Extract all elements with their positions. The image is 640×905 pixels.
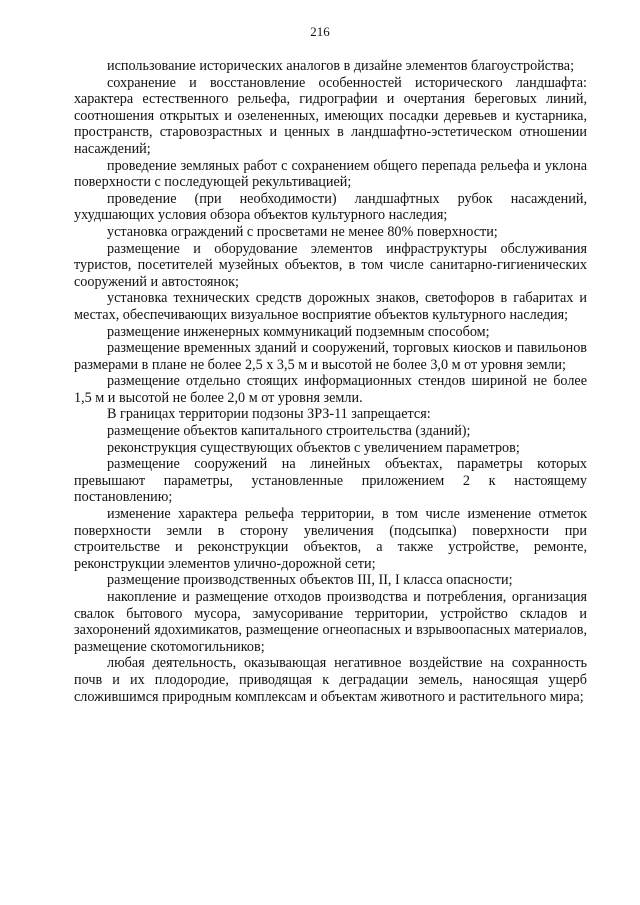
document-body bbox=[74, 58, 587, 705]
paragraph: размещение и оборудование элементов инфраструктуры обслуживания туристов, посетителей музейных объектов, в том числе санитарно-гигиенических сооружений и автостоянок; bbox=[74, 240, 587, 290]
paragraph: размещение объектов капитального строительства (зданий); bbox=[107, 423, 471, 440]
paragraph: установка ограждений с просветами не менее 80% поверхности; bbox=[107, 223, 498, 240]
paragraph: размещение временных зданий и сооружений, торговых киосков и павильонов размерами в плане не более 2,5 х 3,5 м и высотой не более 3,0 м от уровня земли; bbox=[74, 340, 587, 373]
paragraph: установка технических средств дорожных знаков, светофоров в габаритах и местах, обеспечивающих визуальное восприятие объектов культурного наследия; bbox=[74, 290, 587, 323]
section-heading-paragraph: В границах территории подзоны ЗРЗ-11 запрещается: bbox=[107, 406, 431, 423]
paragraph: использование исторических аналогов в дизайне элементов благоустройства; bbox=[107, 58, 575, 74]
paragraph: размещение сооружений на линейных объектах, параметры которых превышают параметры, установленные приложением 2 к настоящему постановлению; bbox=[74, 456, 587, 506]
paragraph: проведение (при необходимости) ландшафтных рубок насаждений, ухудшающих условия обзора объектов культурного наследия; bbox=[74, 190, 587, 224]
paragraph: размещение отдельно стоящих информационных стендов шириной не более 1,5 м и высотой не более 2,0 м от уровня земли. bbox=[74, 373, 587, 406]
paragraph: любая деятельность, оказывающая негативное воздействие на сохранность почв и их плодородие, приводящая к деградации земель, наносящая ущерб сложившимся природным комплексам и объектам животного и растительного мира; bbox=[74, 655, 587, 705]
paragraph: накопление и размещение отходов производства и потребления, организация свалок бытового мусора, замусоривание территории, устройство складов и захоронений ядохимикатов, размещение огнеопасных и взрывоопасных материалов, размещение скотомогильников; bbox=[74, 589, 587, 655]
page-number: 216 bbox=[310, 24, 330, 39]
paragraph: размещение производственных объектов III, II, I класса опасности; bbox=[107, 572, 513, 589]
paragraph: проведение земляных работ с сохранением общего перепада рельефа и уклона поверхности с последующей рекультивацией; bbox=[74, 157, 587, 191]
paragraph: реконструкция существующих объектов с увеличением параметров; bbox=[107, 439, 520, 456]
paragraph: сохранение и восстановление особенностей исторического ландшафта: характера естественного рельефа, гидрографии и очертания береговых линий, соотношения открытых и озелененных, имеющих посадки деревьев и кустарника, пространств, старовозрастных и ценных в ландшафтно-эстетическом отношении насаждений; bbox=[74, 74, 587, 157]
paragraph: размещение инженерных коммуникаций подземным способом; bbox=[107, 323, 490, 340]
paragraph: изменение характера рельефа территории, в том числе изменение отметок поверхности земли в сторону увеличения (подсыпка) поверхности при строительстве и реконструкции объектов, а также устройстве, ремонте, реконструкции элементов улично-дорожной сети; bbox=[74, 506, 587, 572]
